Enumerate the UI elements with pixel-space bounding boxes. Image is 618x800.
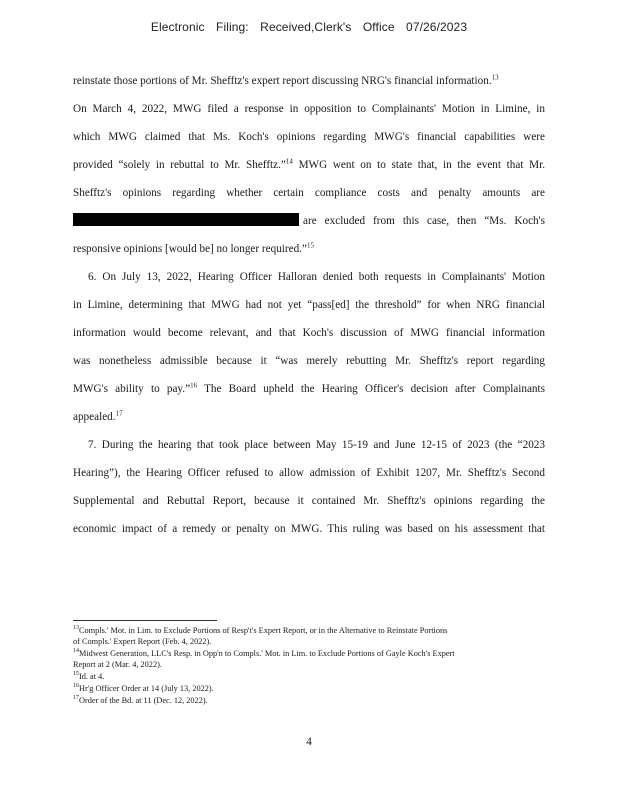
footnote-divider — [73, 620, 217, 621]
body-line: economic impact of a remedy or penalty on MWG. This ruling was based on his assessment that — [73, 523, 545, 535]
paragraph-7-start: 7. During the hearing that took place between May 15-19 and June 12-15 of 2023 (the “2023 — [88, 439, 545, 451]
body-line: Shefftz's opinions regarding whether certain compliance costs and penalty amounts are — [73, 187, 545, 199]
header-electronic: Electronic — [150, 20, 205, 34]
body-line: MWG's ability to pay.”$^{16}$ The Board upheld the Hearing Officer's decision after Complainants — [73, 381, 545, 395]
body-line: information would become relevant, and that Koch's discussion of MWG financial information — [73, 327, 545, 339]
body-line: reinstate those portions of Mr. Shefftz's expert report discussing NRG's financial information.$^{13}$ — [73, 73, 499, 87]
header-office: Office — [362, 20, 395, 34]
footnote-14: $^{14}$Midwest Generation, LLC's Resp. in Opp'n to Compls.' Mot. in Lim. to Exclude Portions of Gayle Koch's Expert Report at 2 (Mar. 4, 2022). — [73, 648, 455, 669]
page-number: 4 — [306, 736, 312, 748]
body-line: provided “solely in rebuttal to Mr. Shefftz.”$^{14}$ MWG went on to state that, in the event that Mr. — [73, 157, 545, 171]
body-line: On March 4, 2022, MWG filed a response in opposition to Complainants' Motion in Limine, in — [73, 103, 545, 115]
footnote-15: $^{15}$Id. at 4. — [73, 671, 105, 681]
body-line: which MWG claimed that Ms. Koch's opinions regarding MWG's financial capabilities were — [73, 131, 545, 143]
footnote-17: $^{17}$Order of the Bd. at 11 (Dec. 12, 2022). — [73, 695, 208, 705]
body-line: appealed.$^{17}$ — [73, 409, 123, 423]
header-filing: Filing: — [216, 20, 249, 34]
header-received-clerks: Received,Clerk's — [260, 20, 352, 34]
body-line: responsive opinions [would be] no longer required.”$^{15}$ — [73, 241, 314, 255]
header-date: 07/26/2023 — [406, 20, 468, 34]
redaction-bar — [73, 213, 299, 226]
body-line-redacted: are excluded from this case, then “Ms. Koch's — [73, 211, 545, 231]
footnote-16: $^{16}$Hr'g Officer Order at 14 (July 13, 2022). — [73, 683, 214, 693]
body-line: Supplemental and Rebuttal Report, because it contained Mr. Shefftz's opinions regarding the — [73, 495, 545, 507]
electronic-filing-header — [0, 20, 618, 34]
body-line: in Limine, determining that MWG had not yet “pass[ed] the threshold” for when NRG financial — [73, 299, 545, 311]
footnote-13: $^{13}$Compls.' Mot. in Lim. to Exclude Portions of Resp't's Expert Report, or in the Alternative to Reinstate Portions of Compls.' Expert Report (Feb. 4, 2022). — [73, 625, 448, 646]
body-line: was nonetheless admissible because it “was merely rebutting Mr. Shefftz's report regarding — [73, 355, 545, 367]
body-line: Hearing”), the Hearing Officer refused to allow admission of Exhibit 1207, Mr. Shefftz's Second — [73, 467, 545, 479]
paragraph-6-start: 6. On July 13, 2022, Hearing Officer Halloran denied both requests in Complainants' Motion — [88, 271, 545, 283]
